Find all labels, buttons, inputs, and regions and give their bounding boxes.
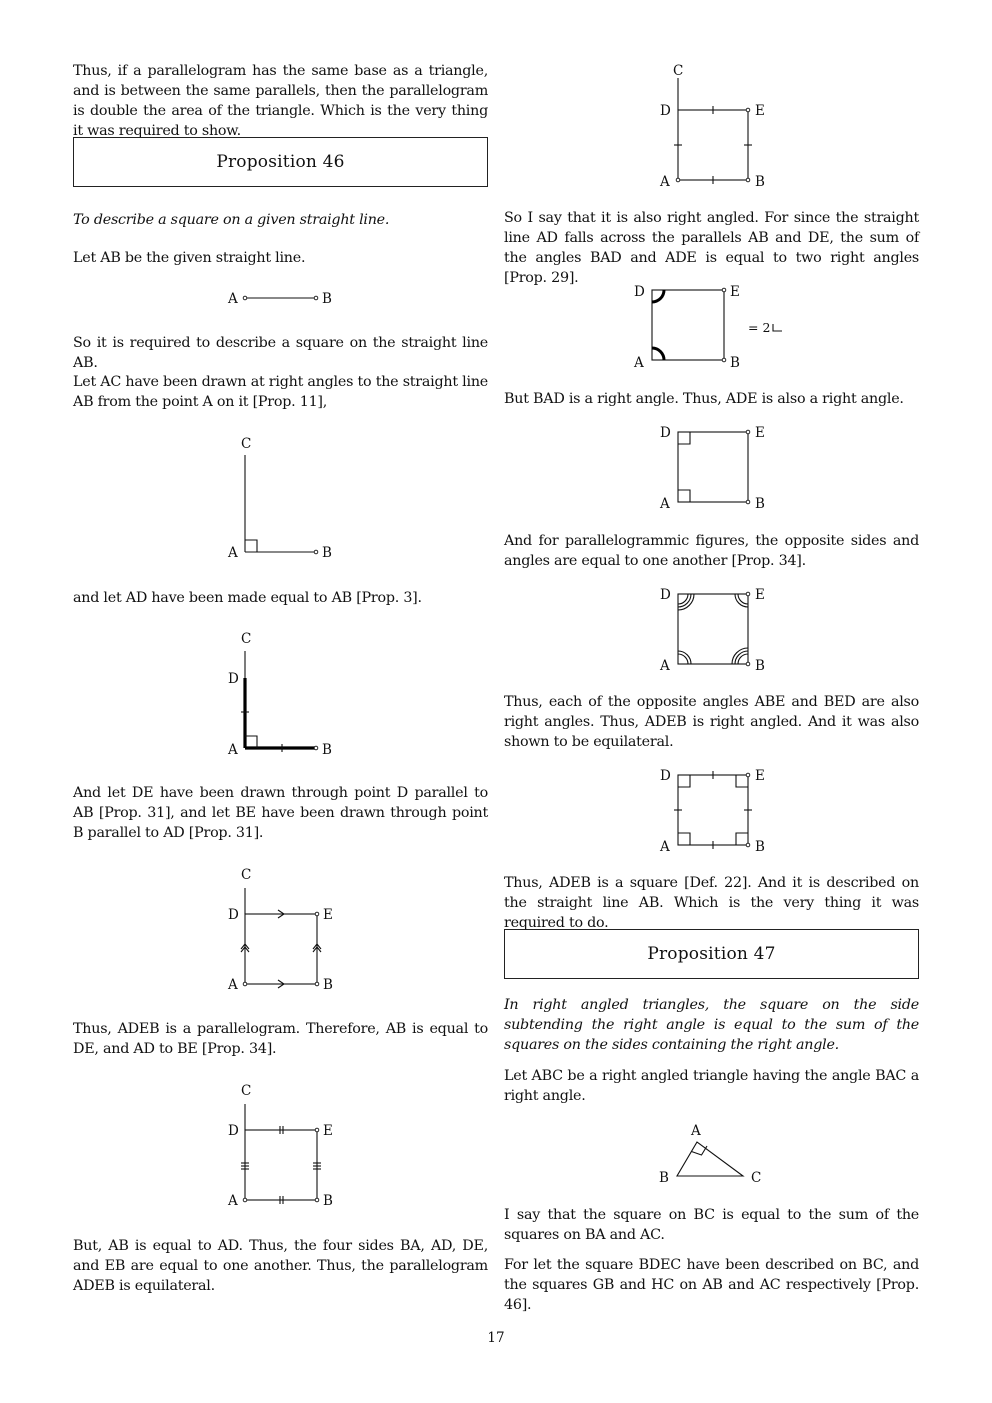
label-a: A	[634, 355, 644, 371]
label-b: B	[659, 1170, 669, 1186]
label-b: B	[755, 839, 765, 855]
proposition-47-title: Proposition 47	[647, 944, 776, 964]
paragraph-let-abc: Let ABC be a right angled triangle having the angle BAC a right angle.	[504, 1068, 919, 1104]
label-a: A	[660, 658, 670, 674]
label-c: C	[241, 631, 252, 647]
label-d: D	[228, 671, 239, 687]
paragraph-equilateral: But, AB is equal to AD. Thus, the four sides BA, AD, DE, and EB are equal to one another. Thus, the parallelogram ADEB is equilateral.	[73, 1238, 488, 1294]
right-angle-symbol	[773, 324, 782, 331]
figure-two-right-angles	[652, 422, 782, 517]
label-c: C	[751, 1170, 762, 1186]
paragraph-right-angled-shown: Thus, each of the opposite angles ABE and BED are also right angles. Thus, ADEB is right angled. And it was also shown to be equilateral.	[504, 694, 919, 750]
figure-opposite-angles	[652, 584, 782, 679]
label-b: B	[323, 977, 333, 993]
paragraph-draw-parallels: And let DE have been drawn through point D parallel to AB [Prop. 31], and let BE have been drawn through point B parallel to AD [Prop. 31].	[73, 785, 488, 841]
proposition-47-statement: In right angled triangles, the square on the side subtending the right angle is equal to the sum of the squares on the sides containing the right angle.	[504, 997, 919, 1053]
label-b: B	[322, 742, 332, 758]
label-a: A	[228, 742, 238, 758]
label-b: B	[755, 174, 765, 190]
label-d: D	[660, 587, 671, 603]
figure-angle-sum	[630, 280, 830, 375]
equals-two-right-angles-label: = 2	[748, 320, 771, 335]
label-b: B	[322, 291, 332, 307]
proposition-46-title: Proposition 46	[216, 152, 345, 172]
label-e: E	[755, 425, 765, 441]
proposition-46-statement: To describe a square on a given straight line.	[73, 212, 390, 228]
figure-ad-equals-ab	[220, 626, 350, 761]
label-c: C	[241, 1083, 252, 1099]
figure-square-complete	[652, 765, 782, 860]
paragraph-is-square: Thus, ADEB is a square [Def. 22]. And it is described on the straight line AB. Which is the very thing it was required to do.	[504, 875, 919, 931]
paragraph-required: So it is required to describe a square on the straight line AB.	[73, 335, 488, 371]
label-a: A	[660, 174, 670, 190]
label-c: C	[241, 867, 252, 883]
label-a: A	[228, 545, 238, 561]
label-e: E	[755, 587, 765, 603]
label-d: D	[660, 103, 671, 119]
label-a: A	[660, 496, 670, 512]
label-e: E	[730, 284, 740, 300]
paragraph-bad-right: But BAD is a right angle. Thus, ADE is also a right angle.	[504, 391, 904, 407]
intro-paragraph: Thus, if a parallelogram has the same base as a triangle, and is between the same parallels, then the parallelogram is double the area of the triangle. Which is the very thing it was required to show.	[73, 63, 488, 139]
paragraph-square-bc: I say that the square on BC is equal to the sum of the squares on BA and AC.	[504, 1207, 919, 1243]
proposition-47-heading	[504, 929, 919, 979]
label-b: B	[322, 545, 332, 561]
label-d: D	[660, 768, 671, 784]
label-e: E	[323, 1123, 333, 1139]
paragraph-draw-ac: Let AC have been drawn at right angles to the straight line AB from the point A on it [Prop. 11],	[73, 374, 488, 410]
figure-square-sides	[652, 60, 782, 195]
label-a: A	[228, 1193, 238, 1209]
label-a: A	[228, 977, 238, 993]
paragraph-right-angled: So I say that it is also right angled. For since the straight line AD falls across the parallels AB and DE, the sum of the angles BAD and ADE is equal to two right angles [Prop. 29].	[504, 210, 919, 286]
label-e: E	[755, 103, 765, 119]
label-d: D	[228, 907, 239, 923]
label-e: E	[323, 907, 333, 923]
label-a: A	[660, 839, 670, 855]
label-b: B	[755, 496, 765, 512]
label-a: A	[228, 291, 238, 307]
figure-equal-sides	[220, 1078, 350, 1213]
page-number: 17	[487, 1330, 505, 1346]
label-c: C	[673, 63, 684, 79]
figure-perpendicular-ac	[220, 430, 350, 565]
label-d: D	[660, 425, 671, 441]
label-e: E	[755, 768, 765, 784]
figure-right-triangle	[655, 1120, 775, 1190]
label-d: D	[228, 1123, 239, 1139]
paragraph-square-bdec: For let the square BDEC have been described on BC, and the squares GB and HC on AB and AC respectively [Prop. 46].	[504, 1257, 919, 1313]
figure-line-ab	[220, 288, 340, 308]
label-c: C	[241, 436, 252, 452]
figure-parallelogram	[220, 862, 350, 997]
paragraph-parallelogram: Thus, ADEB is a parallelogram. Therefore, AB is equal to DE, and AD to BE [Prop. 34].	[73, 1021, 488, 1057]
label-b: B	[730, 355, 740, 371]
label-a: A	[691, 1123, 701, 1139]
label-d: D	[634, 284, 645, 300]
label-b: B	[755, 658, 765, 674]
label-b: B	[323, 1193, 333, 1209]
proposition-46-heading	[73, 137, 488, 187]
paragraph-opposite-equal: And for parallelogrammic figures, the opposite sides and angles are equal to one another [Prop. 34].	[504, 533, 919, 569]
paragraph-given-line: Let AB be the given straight line.	[73, 250, 306, 266]
paragraph-ad-equal: and let AD have been made equal to AB [Prop. 3].	[73, 590, 422, 606]
